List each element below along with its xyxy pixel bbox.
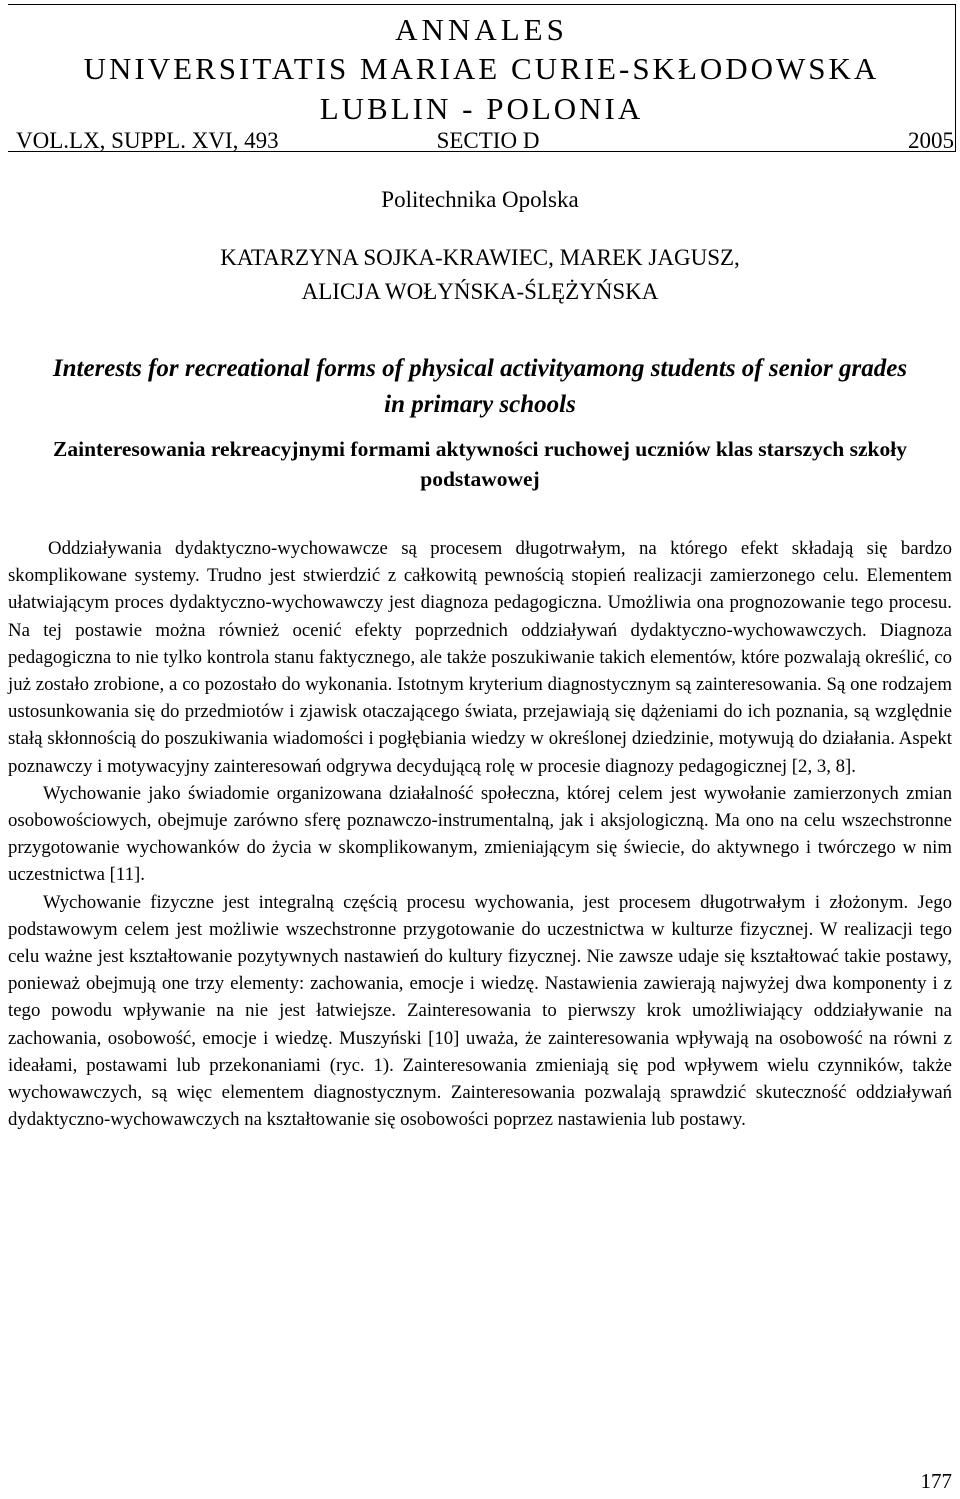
- section-info: SECTIO D: [436, 128, 540, 153]
- body-paragraph-3: Wychowanie fizyczne jest integralną częścią procesu wychowania, jest procesem długotrwałym i złożonym. Jego podstawowym celem jest możliwie wszechstronne przygotowanie do uczestnictwa w kulturze fizycznej. W realizacji tego celu ważne jest kształtowanie pozytywnych nastawień do kultury fizycznej. Nie zawsze udaje się kształtować takie postawy, ponieważ obejmują one trzy elementy: zachowania, emocje i wiedzę. Nastawienia zawierają najwyżej dwa komponenty i z tego powodu wpływanie na nie jest łatwiejsze. Zainteresowania to pierwszy krok umożliwiający oddziaływanie na zachowania, osobowość, emocje i wiedzę. Muszyński [10] uważa, że zainteresowania wpływają na osobowość na równi z ideałami, postawami lub przekonaniami (ryc. 1). Zainteresowania zmieniają się pod wpływem wielu czynników, także wychowawczych, są więc elementem diagnostycznym. Zainteresowania pozwalają sprawdzić skuteczność oddziaływań dydaktyczno-wychowawczych na kształtowanie się osobowości poprzez nastawienia lub postawy.: [8, 891, 952, 1131]
- article-title-english: Interests for recreational forms of physical activityamong students of senior grades in primary schools: [52, 355, 908, 418]
- university-name: UNIVERSITATIS MARIAE CURIE-SKŁODOWSKA: [83, 51, 880, 86]
- page-number: 177: [920, 1469, 952, 1493]
- body-paragraph-2: Wychowanie jako świadomie organizowana działalność społeczna, której celem jest wywołanie zamierzonych zmian osobowościowych, obejmuje zarówno sferę poznawczo-instrumentalną, jak i aksjologiczną. Ma ono na celu wszechstronne przygotowanie wychowanków do życia w skomplikowanym, zmieniającym się świecie, do aktywnego i twórczego w nim uczestnictwa [11].: [8, 782, 952, 886]
- authors-line-2: ALICJA WOŁYŃSKA-ŚLĘŻYŃSKA: [301, 279, 659, 304]
- issue-info-row: [16, 127, 960, 155]
- body-paragraph-1: Oddziaływania dydaktyczno-wychowawcze są procesem długotrwałym, na którego efekt składają się bardzo skomplikowane systemy. Trudno jest stwierdzić z całkowitą pewnością stopień realizacji zamierzonego celu. Elementem ułatwiającym proces dydaktyczno-wychowawczy jest diagnoza pedagogiczna. Umożliwia ona prognozowanie tego procesu. Na tej postawie można również ocenić efekty poprzednich oddziaływań dydaktyczno-wychowawczych. Diagnoza pedagogiczna to nie tylko kontrola stanu faktycznego, ale także poszukiwanie takich elementów, które pozwalają określić, co już zostało zrobione, a co pozostało do wykonania. Istotnym kryterium diagnostycznym są zainteresowania. Są one rodzajem ustosunkowania się do przedmiotów i zjawisk otaczającego świata, przejawiają się dążeniami do ich poznania, są względnie stałą skłonnością do poszukiwania wiadomości i pogłębiania wiedzy w określonej dziedzinie, motywują do działania. Aspekt poznawczy i motywacyjny zainteresowań odgrywa decydującą rolę w procesie diagnozy pedagogicznej [2, 3, 8].: [8, 538, 952, 777]
- journal-name: ANNALES: [395, 12, 568, 47]
- publication-year: 2005: [908, 128, 954, 153]
- authors-line-1: KATARZYNA SOJKA-KRAWIEC, MAREK JAGUSZ,: [220, 245, 740, 270]
- affiliation: Politechnika Opolska: [381, 187, 579, 212]
- article-title-polish: Zainteresowania rekreacyjnymi formami aktywności ruchowej uczniów klas starszych szkoły podstawowej: [53, 437, 907, 491]
- article-body: [8, 535, 952, 1133]
- journal-location: LUBLIN - POLONIA: [319, 91, 644, 126]
- volume-info: VOL.LX, SUPPL. XVI, 493: [16, 128, 279, 153]
- masthead: [8, 4, 956, 152]
